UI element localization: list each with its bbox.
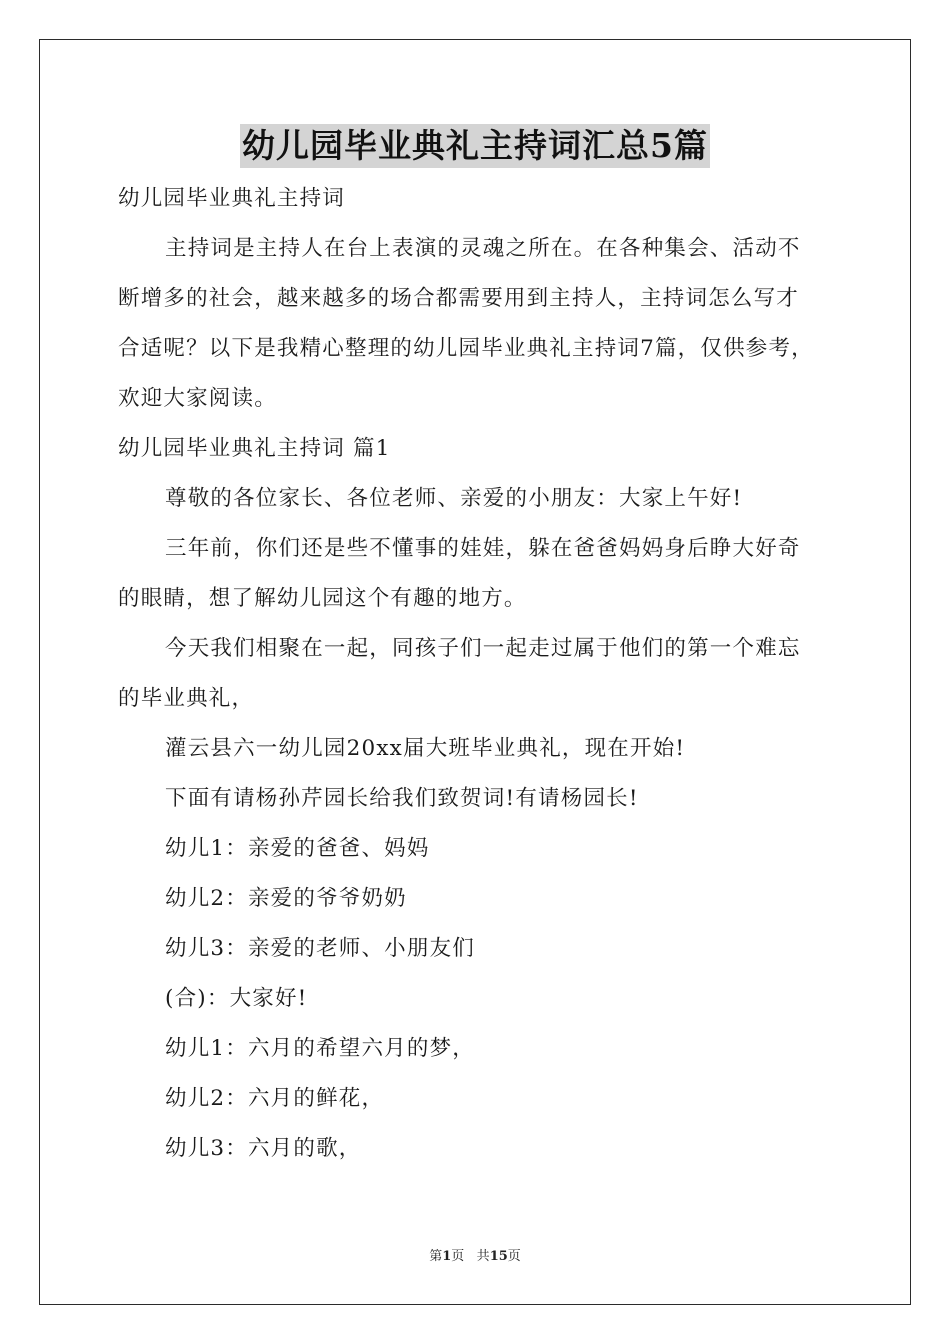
paragraph-line: 主持词是主持人在台上表演的灵魂之所在。在各种集会、活动不 bbox=[165, 236, 801, 261]
page-border bbox=[39, 39, 911, 1305]
paragraph-line: 灌云县六一幼儿园20xx届大班毕业典礼，现在开始! bbox=[165, 736, 686, 761]
paragraph-line: 幼儿3：六月的歌， bbox=[165, 1136, 362, 1161]
page-footer bbox=[0, 1248, 950, 1266]
paragraph-line: 合适呢？以下是我精心整理的幼儿园毕业典礼主持词7篇，仅供参考， bbox=[118, 336, 814, 361]
section-heading: 幼儿园毕业典礼主持词 bbox=[118, 186, 346, 211]
paragraph-line: 幼儿3：亲爱的老师、小朋友们 bbox=[165, 936, 475, 961]
paragraph-line: 的眼睛，想了解幼儿园这个有趣的地方。 bbox=[118, 586, 527, 611]
paragraph-line: 下面有请杨孙芹园长给我们致贺词!有请杨园长! bbox=[165, 786, 639, 811]
paragraph-line: 幼儿2：六月的鲜花， bbox=[165, 1086, 385, 1111]
total-suffix: 页 bbox=[507, 1249, 521, 1264]
paragraph-line: 欢迎大家阅读。 bbox=[118, 386, 277, 411]
page-suffix: 页 bbox=[451, 1249, 465, 1264]
paragraph-line: 断增多的社会，越来越多的场合都需要用到主持人，主持词怎么写才 bbox=[118, 286, 800, 311]
page-prefix: 第 bbox=[429, 1249, 443, 1264]
document-title: 幼儿园毕业典礼主持词汇总5篇 bbox=[240, 124, 710, 168]
paragraph-line: 的毕业典礼， bbox=[118, 686, 255, 711]
paragraph-line: 幼儿1：六月的希望六月的梦， bbox=[165, 1036, 475, 1061]
total-pages: 15 bbox=[489, 1249, 508, 1264]
title-container bbox=[0, 124, 950, 168]
paragraph-line: 三年前，你们还是些不懂事的娃娃，躲在爸爸妈妈身后睁大好奇 bbox=[165, 536, 801, 561]
paragraph-line: 尊敬的各位家长、各位老师、亲爱的小朋友：大家上午好! bbox=[165, 486, 743, 511]
paragraph-line: (合)：大家好! bbox=[165, 986, 308, 1011]
paragraph-line: 今天我们相聚在一起，同孩子们一起走过属于他们的第一个难忘 bbox=[165, 636, 801, 661]
page-number: 1 bbox=[442, 1249, 452, 1264]
total-prefix: 共 bbox=[476, 1249, 490, 1264]
section-heading: 幼儿园毕业典礼主持词 篇1 bbox=[118, 436, 391, 461]
paragraph-line: 幼儿1：亲爱的爸爸、妈妈 bbox=[165, 836, 430, 861]
paragraph-line: 幼儿2：亲爱的爷爷奶奶 bbox=[165, 886, 407, 911]
